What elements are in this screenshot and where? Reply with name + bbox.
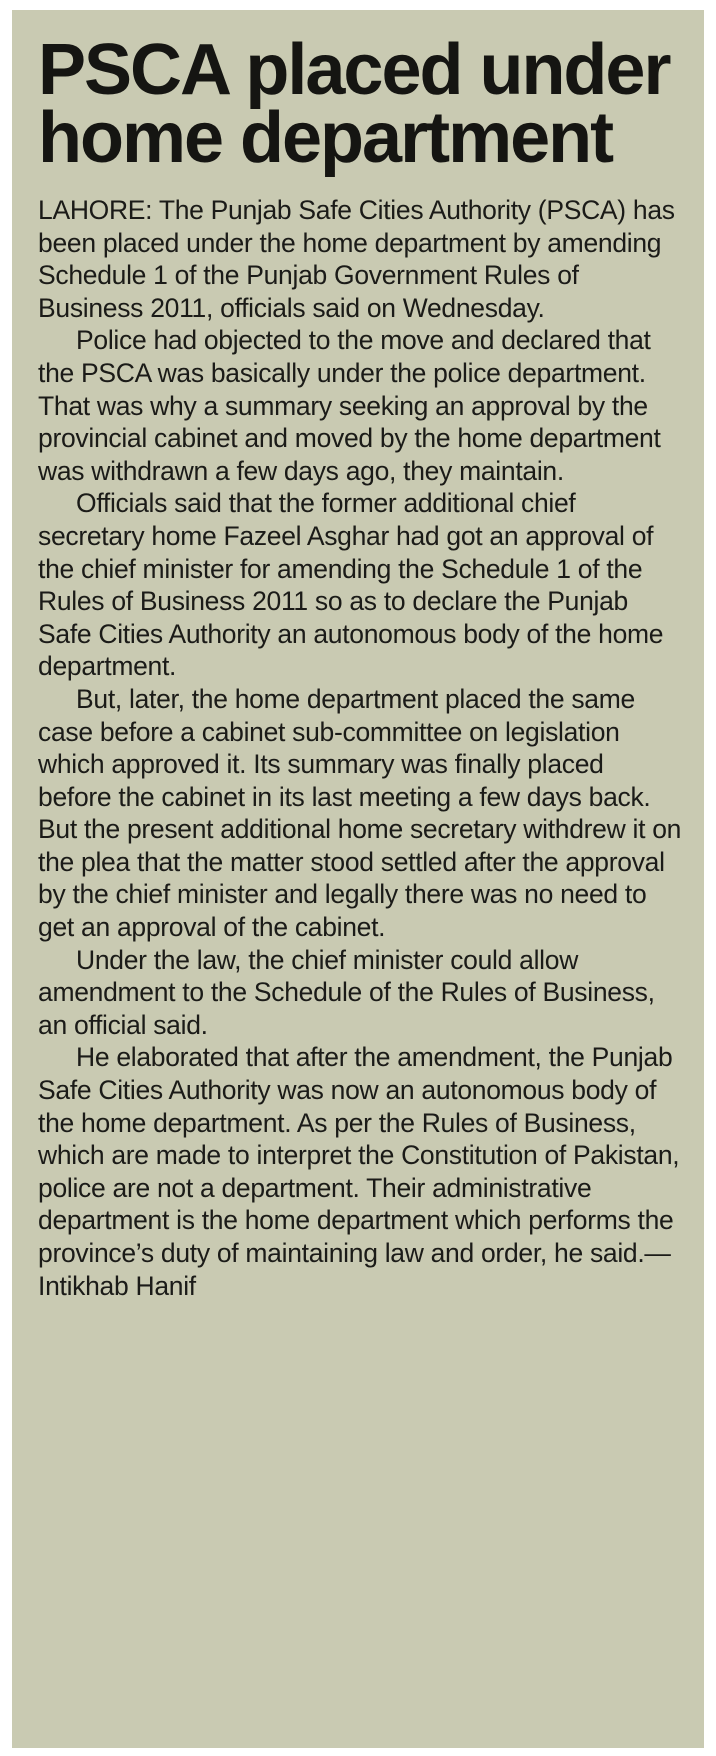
headline: PSCA placed under home department xyxy=(38,30,670,178)
paragraph: But, later, the home department placed the same case before a cabinet sub-committee on legislation which approved it. Its summary was finally placed before the cabinet in its last meeting a few days back. But the present additional home secretary withdrew it on the plea that the matter stood settled after the approval by the chief minister and legally there was no need to get an approval of the cabinet. xyxy=(38,683,682,943)
paragraph: Under the law, the chief minister could allow amendment to the Schedule of the Rules of Business, an official said. xyxy=(38,944,655,1040)
newspaper-clipping xyxy=(12,10,704,1748)
paragraph-with-byline: He elaborated that after the amendment, the Punjab Safe Cities Authority was now an autonomous body of the home department. As per the Rules of Business, which are made to interpret the Constitution of Pakistan, police are not a department. Their administrative department is the home department which performs the province’s duty of maintaining law and order, he said.—Intikhab Hanif xyxy=(38,1042,680,1301)
paragraph: Officials said that the former additional chief secretary home Fazeel Asghar had got an approval of the chief minister for amending the Schedule 1 of the Rules of Business 2011 so as to declare the Punjab Safe Cities Authority an autonomous body of the home department. xyxy=(38,488,664,682)
article-body xyxy=(38,194,682,1302)
paragraph: Police had objected to the move and declared that the PSCA was basically under the police department. That was why a summary seeking an approval by the provincial cabinet and moved by the home department was withdrawn a few days ago, they maintain. xyxy=(38,325,661,486)
paragraph-dateline: LAHORE: The Punjab Safe Cities Authority (PSCA) has been placed under the home department by amending Schedule 1 of the Punjab Government Rules of Business 2011, officials said on Wednesday. xyxy=(38,195,675,323)
